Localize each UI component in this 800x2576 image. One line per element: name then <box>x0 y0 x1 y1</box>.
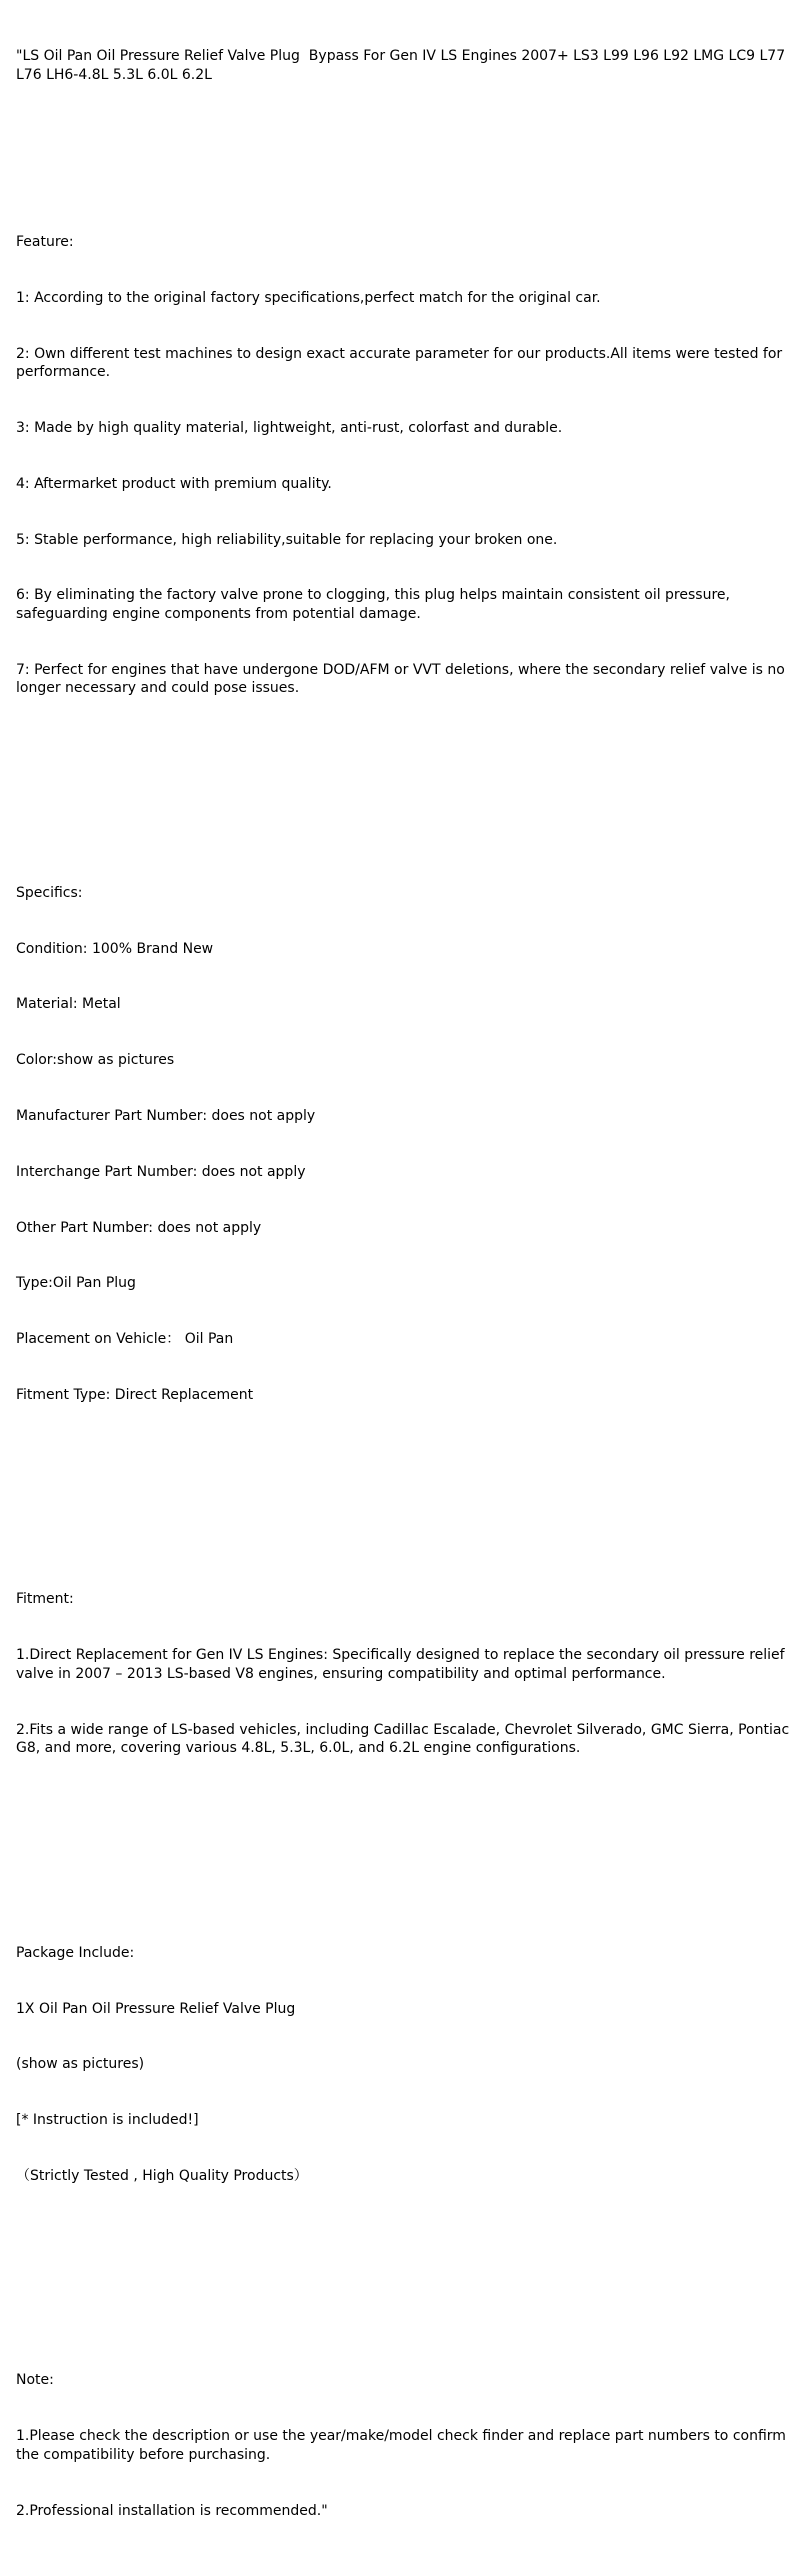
note-section <box>16 2334 794 2557</box>
spec-item: Condition: 100% Brand New <box>16 940 214 957</box>
spacer <box>16 1479 794 1498</box>
feature-item: 4: Aftermarket product with premium quality. <box>16 475 332 492</box>
spacer <box>16 2260 794 2279</box>
package-item: (show as pictures) <box>16 2056 145 2073</box>
feature-item: 5: Stable performance, high reliability,suitable for replacing your broken one. <box>16 531 558 548</box>
fitment-item: 2.Fits a wide range of LS-based vehicles, including Cadillac Escalade, Chevrolet Silverado, GMC Sierra, Pontiac G8, and more, covering various 4.8L, 5.3L, 6.0L, and 6.2L engine configurations. <box>16 1721 794 1757</box>
spec-item: Other Part Number: does not apply <box>16 1219 262 1236</box>
spec-item: Color:show as pictures <box>16 1052 175 1069</box>
spacer <box>16 772 794 791</box>
feature-item: 3: Made by high quality material, lightweight, anti-rust, colorfast and durable. <box>16 420 563 437</box>
feature-item: 1: According to the original factory specifications,perfect match for the original car. <box>16 289 601 306</box>
section-heading: Feature: <box>16 234 74 251</box>
spec-item: Manufacturer Part Number: does not apply <box>16 1108 316 1125</box>
feature-item: 2: Own different test machines to design exact accurate parameter for our products.All items were tested for performance. <box>16 345 787 381</box>
spec-item: Placement on Vehicle： Oil Pan <box>16 1331 234 1348</box>
spec-item: Fitment Type: Direct Replacement <box>16 1386 254 1403</box>
spec-item: Type:Oil Pan Plug <box>16 1275 136 1292</box>
spacer <box>16 1832 794 1851</box>
fitment-section <box>16 1553 794 1795</box>
specifics-section <box>16 847 794 1442</box>
fitment-item: 1.Direct Replacement for Gen IV LS Engines: Specifically designed to replace the secondary oil pressure relief valve in 2007 – 2013 LS-based V8 engines, ensuring compatibility and optimal performance. <box>16 1647 790 1682</box>
note-item: 2.Professional installation is recommended." <box>16 2502 328 2519</box>
feature-item: 7: Perfect for engines that have undergone DOD/AFM or VVT deletions, where the secondary relief valve is no longer necessary and could pose issues. <box>16 661 790 697</box>
spec-item: Material: Metal <box>16 996 121 1013</box>
package-item: [* Instruction is included!] <box>16 2112 199 2129</box>
package-section <box>16 1907 794 2223</box>
product-title: "LS Oil Pan Oil Pressure Relief Valve Plug Bypass For Gen IV LS Engines 2007+ LS3 L99 L96 L92 LMG LC9 L77 L76 LH6-4.8L 5.3L 6.0L 6.2L <box>16 48 790 83</box>
package-item: 1X Oil Pan Oil Pressure Relief Valve Plug <box>16 2000 296 2017</box>
feature-item: 6: By eliminating the factory valve prone to clogging, this plug helps maintain consistent oil pressure, safeguarding engine components from potential damage. <box>16 587 735 622</box>
spacer <box>16 122 794 141</box>
feature-section <box>16 196 794 735</box>
package-item: （Strictly Tested , High Quality Products） <box>16 2167 308 2184</box>
note-item: 1.Please check the description or use the year/make/model check finder and replace part numbers to confirm the compatibility before purchasing. <box>16 2428 791 2463</box>
section-heading: Fitment: <box>16 1591 74 1608</box>
section-heading: Note: <box>16 2372 54 2389</box>
section-heading: Package Include: <box>16 1944 135 1961</box>
spec-item: Interchange Part Number: does not apply <box>16 1163 306 1180</box>
section-heading: Specifics: <box>16 884 83 901</box>
